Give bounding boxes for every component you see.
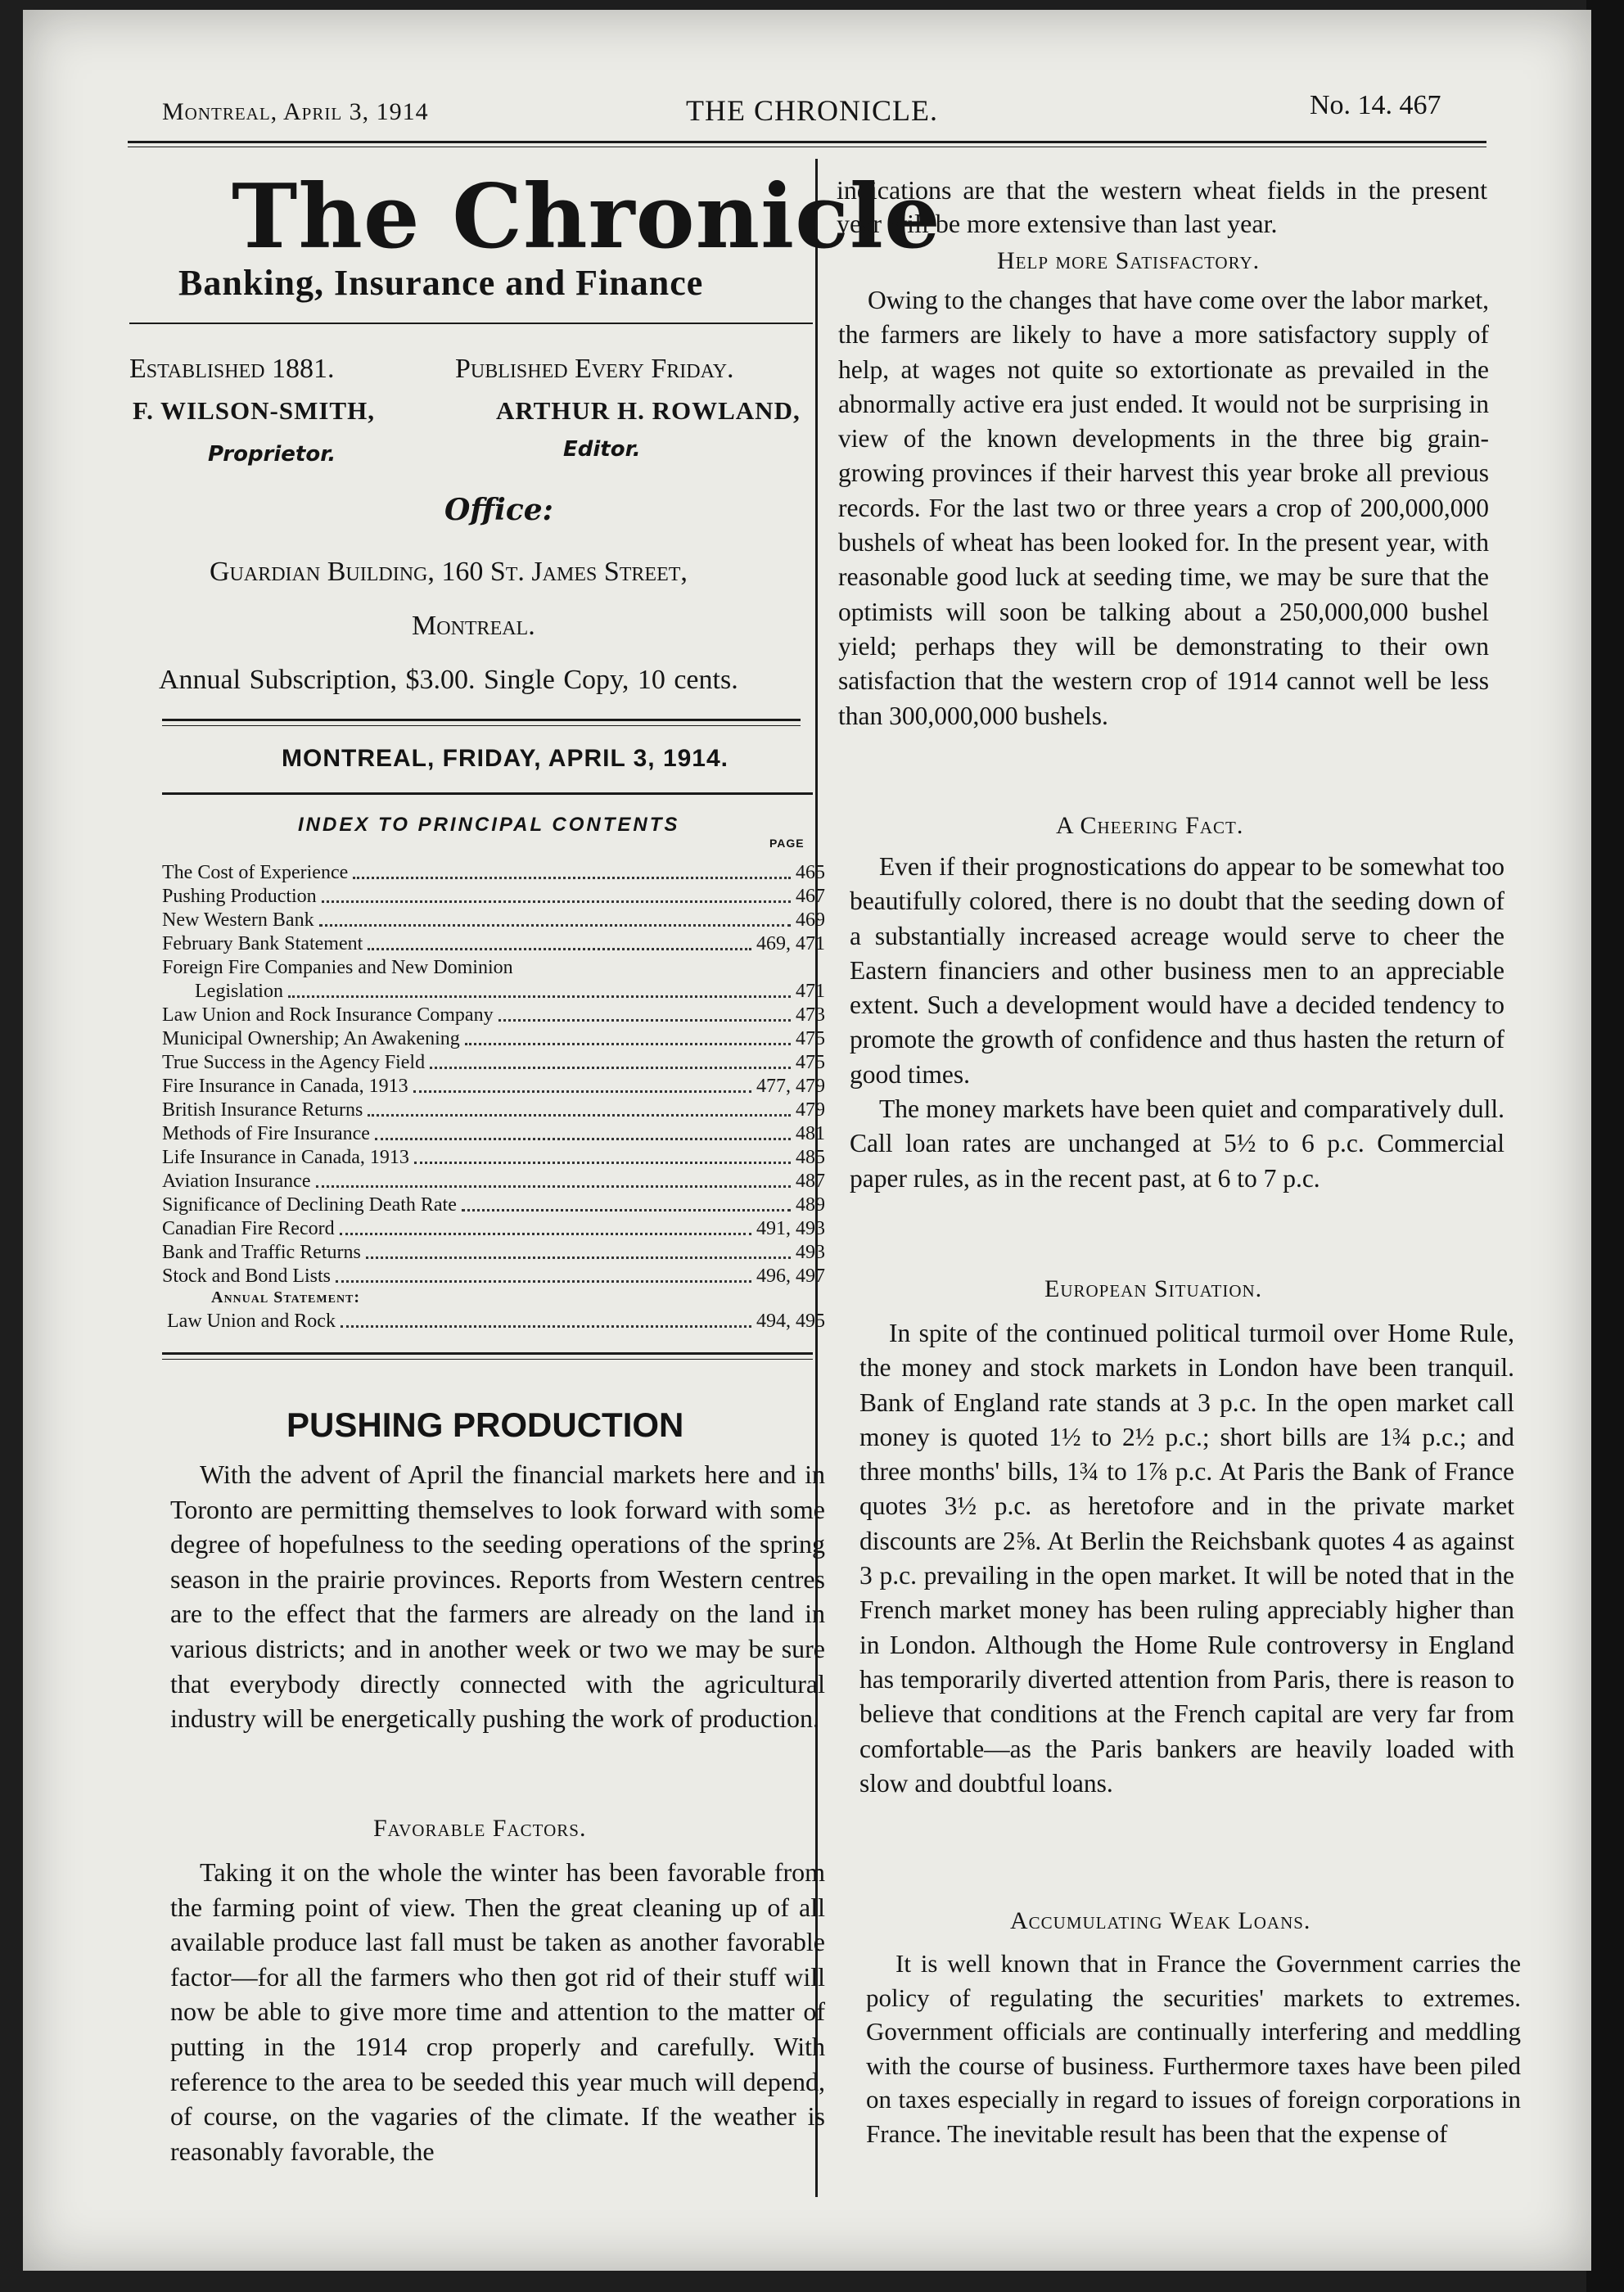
index-entry-leader bbox=[336, 1280, 751, 1283]
index-entry-page: 469 bbox=[796, 909, 825, 931]
office-address: Guardian Building, 160 St. James Street, bbox=[210, 557, 688, 587]
editor-name: ARTHUR H. ROWLAND, bbox=[496, 396, 801, 425]
article-paragraph: In spite of the continued political turmoil over Home Rule, the money and stock markets in London have been tranquil. Bank of England rate stands at 3 p.c. In the open market call money is quoted 1½ to 2½ p.c.; short bills are 1¾ p.c.; and three months' bills, 1¾ to 1⅞ p.c. At Paris the Bank of France quotes 3½ p.c. as heretofore and in the private market discounts are 2⅝. At Berlin the Reichsbank quotes 4 as against 3 p.c. prevailing in the open market. It will be noted that in the French market money has been ruling appreciably higher than in London. Although the Home Rule controversy in England has temporarily diverted attention from Paris, there is reason to believe that conditions at the French capital are very far from comfortable—as the Paris bankers are heavily loaded with slow and doubtful loans. bbox=[859, 1319, 1514, 1798]
subheading-favorable-factors: Favorable Factors. bbox=[373, 1815, 587, 1842]
index-rule-bottom bbox=[162, 1352, 813, 1355]
index-entry bbox=[162, 1265, 825, 1288]
header-publication-name: THE CHRONICLE. bbox=[686, 94, 938, 127]
index-entry-page: 481 bbox=[796, 1123, 825, 1144]
article-paragraph: indications are that the western wheat fields in the present year will be more extensive than last year. bbox=[837, 175, 1487, 238]
index-entry-title: Canadian Fire Record bbox=[162, 1218, 335, 1239]
date-rule-top bbox=[162, 719, 801, 721]
index-entry-title: Law Union and Rock bbox=[167, 1311, 336, 1332]
index-entry bbox=[162, 1004, 825, 1027]
index-entry bbox=[162, 1217, 825, 1241]
index-entry-page: 494, 495 bbox=[756, 1311, 825, 1332]
index-entry-title: Fire Insurance in Canada, 1913 bbox=[162, 1076, 408, 1097]
index-entry-leader bbox=[414, 1162, 791, 1164]
date-rule-bottom bbox=[162, 792, 813, 795]
index-entry-title: True Success in the Agency Field bbox=[162, 1052, 426, 1073]
index-entry-leader bbox=[368, 1114, 791, 1117]
office-label: Office: bbox=[444, 493, 553, 527]
index-entry bbox=[162, 861, 825, 885]
index-entry bbox=[162, 980, 825, 1004]
index-entry bbox=[162, 1170, 825, 1193]
index-entry-page: 475 bbox=[796, 1028, 825, 1049]
index-entry-title: The Cost of Experience bbox=[162, 862, 349, 883]
index-entry-page: 475 bbox=[796, 1052, 825, 1073]
index-entry-page: 493 bbox=[796, 1242, 825, 1263]
index-entry-leader bbox=[366, 1257, 791, 1259]
masthead-title: The Chronicle bbox=[232, 165, 941, 268]
index-entry-leader bbox=[462, 1209, 791, 1211]
index-entry-leader bbox=[413, 1090, 751, 1093]
index-entry-leader bbox=[498, 1019, 791, 1022]
index-entry bbox=[162, 1051, 825, 1075]
index-entry-title: Legislation bbox=[195, 981, 283, 1002]
index-entry-page: 489 bbox=[796, 1194, 825, 1216]
index-entry-page: 477, 479 bbox=[756, 1076, 825, 1097]
index-entry bbox=[162, 1027, 825, 1051]
subheading-accumulating-weak-loans: Accumulating Weak Loans. bbox=[1010, 1907, 1311, 1934]
index-entry-page: 471 bbox=[796, 981, 825, 1002]
proprietor-role: Proprietor. bbox=[208, 442, 336, 467]
index-entry-leader bbox=[368, 948, 751, 950]
subheading-cheering-fact: A Cheering Fact. bbox=[1056, 812, 1244, 839]
published-line: Published Every Friday. bbox=[455, 354, 734, 384]
header-issue-page: No. 14. 467 bbox=[1310, 90, 1441, 120]
index-entry-page: 469, 471 bbox=[756, 933, 825, 954]
index-entry bbox=[162, 1122, 825, 1146]
index-entry-title: Stock and Bond Lists bbox=[162, 1266, 332, 1287]
index-entry-title: Aviation Insurance bbox=[162, 1171, 311, 1192]
article-paragraph: Taking it on the whole the winter has been favorable from the farming point of view. Then the great cleaning up of all available produce last fall must be taken as another favorable factor—for all the farmers who then got rid of their stuff will now be able to give more time and attention to the matter of putting in the 1914 crop properly and carefully. With reference to the area to be seeded this year much will depend, of course, on the vagaries of the climate. If the weather is reasonably favorable, the bbox=[170, 1857, 825, 2166]
index-entry-page: 467 bbox=[796, 886, 825, 907]
index-entry-leader bbox=[353, 877, 791, 879]
index-entry bbox=[162, 956, 825, 980]
index-title: INDEX TO PRINCIPAL CONTENTS bbox=[298, 814, 680, 836]
index-entry-title: Municipal Ownership; An Awakening bbox=[162, 1028, 460, 1049]
article-paragraph: Owing to the changes that have come over the labor market, the farmers are likely to have a more satisfactory supply of help, at wages not quite so extortionate as prevailed in the abnormally active era just ended. It would not be surprising in view of the known developments in the three big grain-growing provinces if their harvest this year broke all previous records. For the last two or three years a crop of 200,000,000 bushels of wheat has been looked for. In the present year, with reasonable good luck at seeding time, we may be sure that the optimists will soon be talking about a 250,000,000 bushel yield; perhaps they will be demonstrating to their own satisfaction that the western crop of 1914 cannot well be less than 300,000,000 bushels. bbox=[838, 286, 1489, 730]
index-entry-title: Significance of Declining Death Rate bbox=[162, 1194, 457, 1216]
article-title: PUSHING PRODUCTION bbox=[286, 1405, 684, 1444]
index-entry bbox=[162, 1193, 825, 1217]
index-entry-title: Law Union and Rock Insurance Company bbox=[162, 1004, 494, 1026]
index-entry-page: 479 bbox=[796, 1099, 825, 1121]
index-entry bbox=[162, 1146, 825, 1170]
index-entry-page: 485 bbox=[796, 1147, 825, 1168]
index-entry-leader bbox=[319, 924, 791, 927]
proprietor-name: F. WILSON-SMITH, bbox=[133, 396, 375, 425]
index-entry-title: Pushing Production bbox=[162, 886, 317, 907]
index-entry-page: 491, 493 bbox=[756, 1218, 825, 1239]
index-rule-bottom-thin bbox=[162, 1359, 813, 1360]
index-entry-leader bbox=[316, 1185, 792, 1188]
index-entry bbox=[162, 1075, 825, 1099]
header-dateline: Montreal, April 3, 1914 bbox=[162, 98, 429, 125]
index-entry-page: 487 bbox=[796, 1171, 825, 1192]
index-entry-leader bbox=[430, 1067, 791, 1069]
index-entry-page: 496, 497 bbox=[756, 1266, 825, 1287]
index-entry bbox=[162, 1241, 825, 1265]
index-entry-leader bbox=[375, 1138, 791, 1140]
annual-statement-heading: Annual Statement: bbox=[211, 1288, 361, 1306]
index-entry-page: 473 bbox=[796, 1004, 825, 1026]
article-paragraph: It is well known that in France the Government carries the policy of regulating the securities' markets to extremes. Government officials are continually interfering and meddling with the course of business. Furthermore taxes have been piled on taxes especially in regard to issues of foreign corporations in France. The inevitable result has been that the expense of bbox=[866, 1949, 1521, 2148]
issue-date-line: MONTREAL, FRIDAY, APRIL 3, 1914. bbox=[282, 745, 729, 772]
index-entry bbox=[167, 1310, 825, 1333]
index-list bbox=[162, 861, 825, 1288]
article-paragraph: Even if their prognostications do appear to be somewhat too beautifully colored, there is no doubt that the seeding down of a substantially increased acreage would serve to cheer the Eastern financiers and other business men to an appreciable extent. Such a development would have a decided tendency to promote the growth of confidence and thus hasten the return of good times. The money markets have been quiet and comparatively dull. Call loan rates are unchanged at 5½ to 6 p.c. Commercial paper rules, as in the recent past, at 6 to 7 p.c. bbox=[850, 852, 1504, 1193]
index-entry-title: Bank and Traffic Returns bbox=[162, 1242, 361, 1263]
index-page-column-heading: PAGE bbox=[769, 837, 805, 850]
newspaper-page bbox=[23, 10, 1591, 2271]
index-entry-leader bbox=[341, 1325, 751, 1328]
subheading-european-situation: European Situation. bbox=[1044, 1275, 1263, 1302]
index-entry bbox=[162, 909, 825, 932]
editor-role: Editor. bbox=[563, 437, 641, 462]
index-entry-leader bbox=[465, 1043, 791, 1045]
index-entry-page: 465 bbox=[796, 862, 825, 883]
index-entry-title: British Insurance Returns bbox=[162, 1099, 363, 1121]
index-entry bbox=[162, 885, 825, 909]
date-rule-top-thin bbox=[162, 725, 801, 726]
office-city: Montreal. bbox=[412, 611, 535, 641]
article-paragraph: With the advent of April the financial markets here and in Toronto are permitting themselves to look forward with some degree of hopefulness to the seeding operations of the spring season in the prairie provinces. Reports from Western centres are to the effect that the farmers are already on the land in various districts; and in another week or two we may be sure that everybody directly connected with the agricultural industry will be energetically pushing the work of production. bbox=[170, 1460, 825, 1734]
subscription-line: Annual Subscription, $3.00. Single Copy, 10 cents. bbox=[159, 665, 738, 695]
index-entry-leader bbox=[288, 995, 791, 998]
masthead-subtitle: Banking, Insurance and Finance bbox=[178, 263, 704, 303]
index-entry bbox=[162, 1099, 825, 1122]
index-entry-title: Methods of Fire Insurance bbox=[162, 1123, 370, 1144]
scan-dark-edge bbox=[1586, 0, 1624, 2292]
subheading-help-more-satisfactory: Help more Satisfactory. bbox=[997, 247, 1261, 274]
index-entry-title: Life Insurance in Canada, 1913 bbox=[162, 1147, 409, 1168]
index-entry-leader bbox=[340, 1233, 751, 1235]
index-entry-title: February Bank Statement bbox=[162, 933, 363, 954]
index-entry-leader bbox=[322, 900, 791, 903]
annual-statement-list bbox=[167, 1310, 825, 1333]
index-entry bbox=[162, 932, 825, 956]
index-entry-title: Foreign Fire Companies and New Dominion bbox=[162, 957, 513, 978]
masthead-rule bbox=[129, 323, 813, 324]
established-line: Established 1881. bbox=[129, 354, 335, 384]
header-rule bbox=[128, 141, 1486, 143]
index-entry-title: New Western Bank bbox=[162, 909, 314, 931]
